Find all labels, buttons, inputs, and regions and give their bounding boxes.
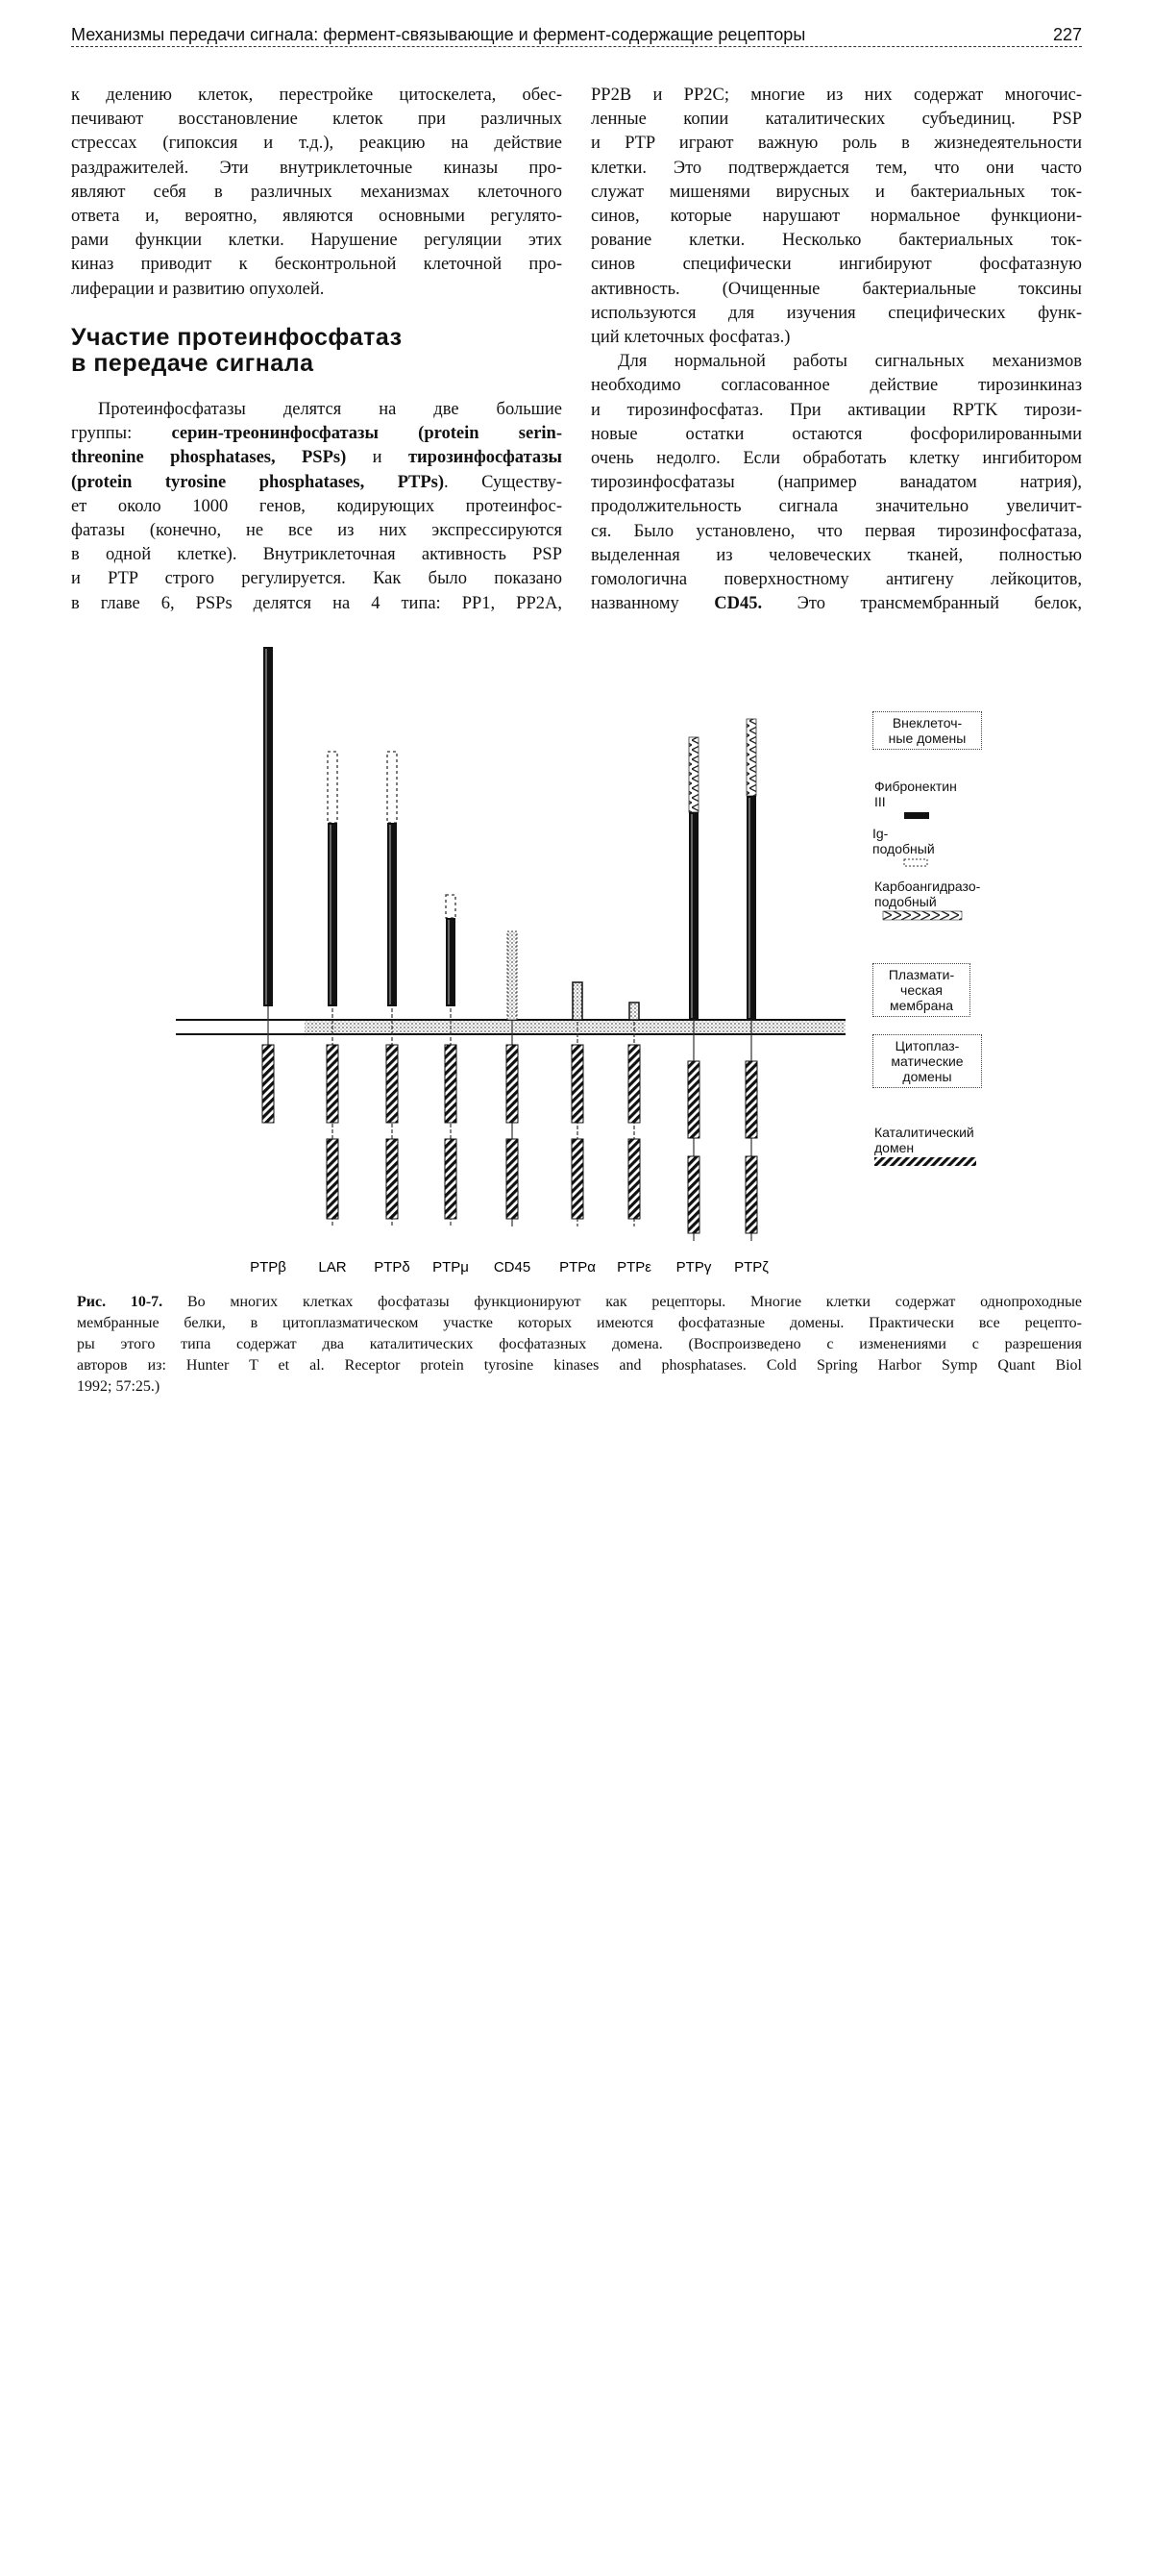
page-number: 227: [1053, 23, 1082, 46]
text-span: группы:: [71, 424, 171, 443]
text-span: ры этого типа содержат два каталитических фосфатазных домена. (Воспроизведено с изменениями с разрешения: [77, 1336, 1082, 1352]
text-line: [77, 1376, 1082, 1398]
text-span: и: [346, 448, 408, 467]
receptor-label: PTPμ: [432, 1259, 469, 1276]
text-span: к делению клеток, перестройке цитоскелета, обес-: [71, 86, 562, 105]
fibronectin-domain: [689, 812, 699, 1020]
heading-line: Участие протеинфосфатаз: [71, 325, 403, 351]
text-span: киназ приводит к бесконтрольной клеточной про-: [71, 255, 562, 274]
legend-fibronectin: [874, 779, 957, 825]
text-span: лиферации и развитию опухолей.: [71, 280, 324, 299]
receptor-PTPζ: [734, 719, 769, 1276]
text-span: продолжительность сигнала значительно увеличит-: [591, 497, 1082, 516]
text-span: фатазы (конечно, не все из них экспрессируются: [71, 521, 562, 540]
bold-term: (protein tyrosine phosphatases, PTPs): [71, 473, 444, 492]
legend-text: домен: [874, 1140, 980, 1155]
text-span: Это трансмембранный белок,: [762, 594, 1082, 613]
text-span: синов специфически ингибируют фосфатазную: [591, 255, 1082, 274]
catalytic-domain: [746, 1156, 757, 1233]
ig-like-domain: [328, 752, 337, 823]
catalytic-domain: [572, 1139, 583, 1219]
extracellular-domain: [573, 982, 582, 1020]
text-span: ций клеточных фосфатаз.): [591, 328, 790, 347]
legend-extracellular-box: [872, 711, 982, 750]
text-span: тирозинфосфатазы (например ванадатом натрия),: [591, 473, 1082, 492]
legend-text: Внеклеточ-: [879, 715, 975, 731]
legend-text: ческая: [879, 982, 964, 998]
text-span: стрессах (гипоксия и т.д.), реакцию на действие: [71, 134, 562, 153]
fibronectin-domain: [328, 823, 337, 1006]
catalytic-domain: [445, 1139, 456, 1219]
receptor-PTPδ: [374, 752, 410, 1276]
text-span: гомологична поверхностному антигену лейкоцитов,: [591, 570, 1082, 589]
carbonic-anhydrase-swatch-icon: [882, 910, 969, 922]
receptor-PTPε: [617, 1003, 651, 1276]
text-span: в одной клетке). Внутриклеточная активность PSP: [71, 545, 562, 564]
legend-cytoplasmic-box: [872, 1034, 982, 1088]
text-span: рами функции клетки. Нарушение регуляции этих: [71, 231, 562, 250]
text-line: [77, 1334, 1082, 1355]
text-span: рование клетки. Несколько бактериальных ток-: [591, 231, 1082, 250]
text-span: необходимо согласованное действие тирозинкиназ: [591, 376, 1082, 395]
fibronectin-domain: [387, 823, 397, 1006]
ig-swatch-icon: [903, 857, 932, 869]
text-span: ленные копии каталитических субъединиц. PSP: [591, 110, 1082, 129]
text-span: ответа и, вероятно, являются основными регулято-: [71, 207, 562, 226]
figure-caption: [77, 1292, 1082, 1398]
receptor-label: PTPδ: [374, 1259, 410, 1276]
catalytic-domain-swatch-icon: [874, 1156, 980, 1168]
text-span: Для нормальной работы сигнальных механизмов: [618, 352, 1082, 371]
legend-text: мембрана: [879, 998, 964, 1013]
catalytic-domain: [386, 1045, 398, 1123]
text-span: Во многих клетках фосфатазы функционируют как рецепторы. Многие клетки содержат однопроходные: [162, 1294, 1082, 1310]
receptor-CD45: [494, 931, 530, 1276]
catalytic-domain: [386, 1139, 398, 1219]
bold-term: threonine phosphatases, PSPs): [71, 448, 346, 467]
receptor-phosphatase-figure: [0, 0, 1153, 1288]
text-span: раздражителей. Эти внутриклеточные киназы про-: [71, 159, 562, 178]
legend-text: ные домены: [879, 731, 975, 746]
receptor-label: PTPζ: [734, 1259, 769, 1276]
catalytic-domain: [445, 1045, 456, 1123]
text-span: PP2B и PP2C; многие из них содержат многочис-: [591, 86, 1082, 105]
fibronectin-swatch-icon: [903, 810, 932, 822]
text-span: мембранные белки, в цитоплазматическом участке которых имеются фосфатазные домены. Практически все рецепто-: [77, 1315, 1082, 1331]
catalytic-domain: [746, 1061, 757, 1138]
text-span: новые остатки остаются фосфорилированными: [591, 425, 1082, 444]
receptor-label: PTPβ: [250, 1259, 286, 1276]
legend-text: домены: [879, 1069, 975, 1084]
text-span: выделенная из человеческих тканей, полностью: [591, 546, 1082, 565]
catalytic-domain: [506, 1139, 518, 1219]
text-span: ет около 1000 генов, кодирующих протеинфос-: [71, 497, 562, 516]
text-span: в главе 6, PSPs делятся на 4 типа: PP1, PP2A,: [71, 594, 562, 613]
heading-line: в передаче сигнала: [71, 351, 403, 377]
plasma-membrane: [176, 1020, 846, 1034]
legend-text: Ig-подобный: [872, 826, 935, 856]
text-span: и PTP играют важную роль в жизнедеятельности: [591, 134, 1082, 153]
ig-like-domain: [446, 895, 455, 918]
bold-term: тирозинфосфатазы: [408, 448, 562, 467]
receptor-label: PTPγ: [676, 1259, 712, 1276]
text-span: и PTP строго регулируется. Как было показано: [71, 569, 562, 588]
carbonic-anhydrase-domain: [747, 719, 756, 796]
legend-membrane-box: [872, 963, 970, 1017]
catalytic-domain: [327, 1139, 338, 1219]
text-span: очень недолго. Если обработать клетку ингибитором: [591, 449, 1082, 468]
bold-term: Рис. 10-7.: [77, 1294, 162, 1310]
receptor-LAR: [318, 752, 346, 1276]
text-span: 1992; 57:25.): [77, 1378, 159, 1395]
bold-term: CD45.: [714, 594, 762, 613]
text-span: Протеинфосфатазы делятся на две большие: [98, 400, 562, 419]
catalytic-domain: [262, 1045, 274, 1123]
text-span: и тирозинфосфатаз. При активации RPTK тирози-: [591, 401, 1082, 420]
bold-term: серин-треонинфосфатазы (protein serin-: [171, 424, 562, 443]
legend-text: Карбоангидразо-: [874, 879, 980, 894]
legend-carbonic-anhydrase: [874, 879, 980, 925]
text-span: ся. Было установлено, что первая тирозинфосфатаза,: [591, 522, 1082, 541]
legend-ig: [872, 826, 935, 872]
catalytic-domain: [572, 1045, 583, 1123]
text-span: . Существу-: [444, 473, 562, 492]
extracellular-domain: [629, 1003, 639, 1020]
catalytic-domain: [628, 1139, 640, 1219]
ig-like-domain: [387, 752, 397, 823]
carbonic-anhydrase-domain: [689, 737, 699, 812]
text-span: печивают восстановление клеток при различных: [71, 110, 562, 129]
fibronectin-domain: [263, 647, 273, 1006]
fibronectin-domain: [446, 918, 455, 1006]
legend-text: матические: [879, 1053, 975, 1069]
legend-text: Цитоплаз-: [879, 1038, 975, 1053]
legend-text: Фибронектин III: [874, 779, 957, 809]
legend-text: Плазмати-: [879, 967, 964, 982]
catalytic-domain: [506, 1045, 518, 1123]
catalytic-domain: [688, 1061, 699, 1138]
text-span: синов, которые нарушают нормальное функциони-: [591, 207, 1082, 226]
receptor-label: CD45: [494, 1259, 530, 1276]
receptor-label: PTPα: [559, 1259, 596, 1276]
text-line: [77, 1313, 1082, 1334]
text-span: названному: [591, 594, 714, 613]
header-title: Механизмы передачи сигнала: фермент-связывающие и фермент-содержащие рецепторы: [71, 25, 805, 44]
legend-text: Каталитический: [874, 1125, 980, 1140]
fibronectin-domain: [747, 796, 756, 1020]
text-span: авторов из: Hunter T et al. Receptor protein tyrosine kinases and phosphatases. Cold Spring Harbor Symp Quant Biol: [77, 1357, 1082, 1374]
catalytic-domain: [327, 1045, 338, 1123]
text-span: активность. (Очищенные бактериальные токсины: [591, 280, 1082, 299]
text-line: [77, 1355, 1082, 1376]
text-span: являют себя в различных механизмах клеточного: [71, 183, 562, 202]
legend-catalytic: [874, 1125, 980, 1171]
receptor-label: PTPε: [617, 1259, 651, 1276]
receptor-PTPγ: [676, 737, 712, 1276]
text-span: используются для изучения специфических функ-: [591, 304, 1082, 323]
extracellular-domain: [507, 931, 517, 1020]
catalytic-domain: [628, 1045, 640, 1123]
text-span: клетки. Это подтверждается тем, что они часто: [591, 159, 1082, 178]
legend-text: подобный: [874, 894, 980, 909]
receptor-PTPμ: [432, 895, 469, 1276]
text-line: [77, 1292, 1082, 1313]
catalytic-domain: [688, 1156, 699, 1233]
text-span: служат мишенями вирусных и бактериальных ток-: [591, 183, 1082, 202]
receptor-label: LAR: [318, 1259, 346, 1276]
receptor-PTPβ: [250, 647, 286, 1276]
